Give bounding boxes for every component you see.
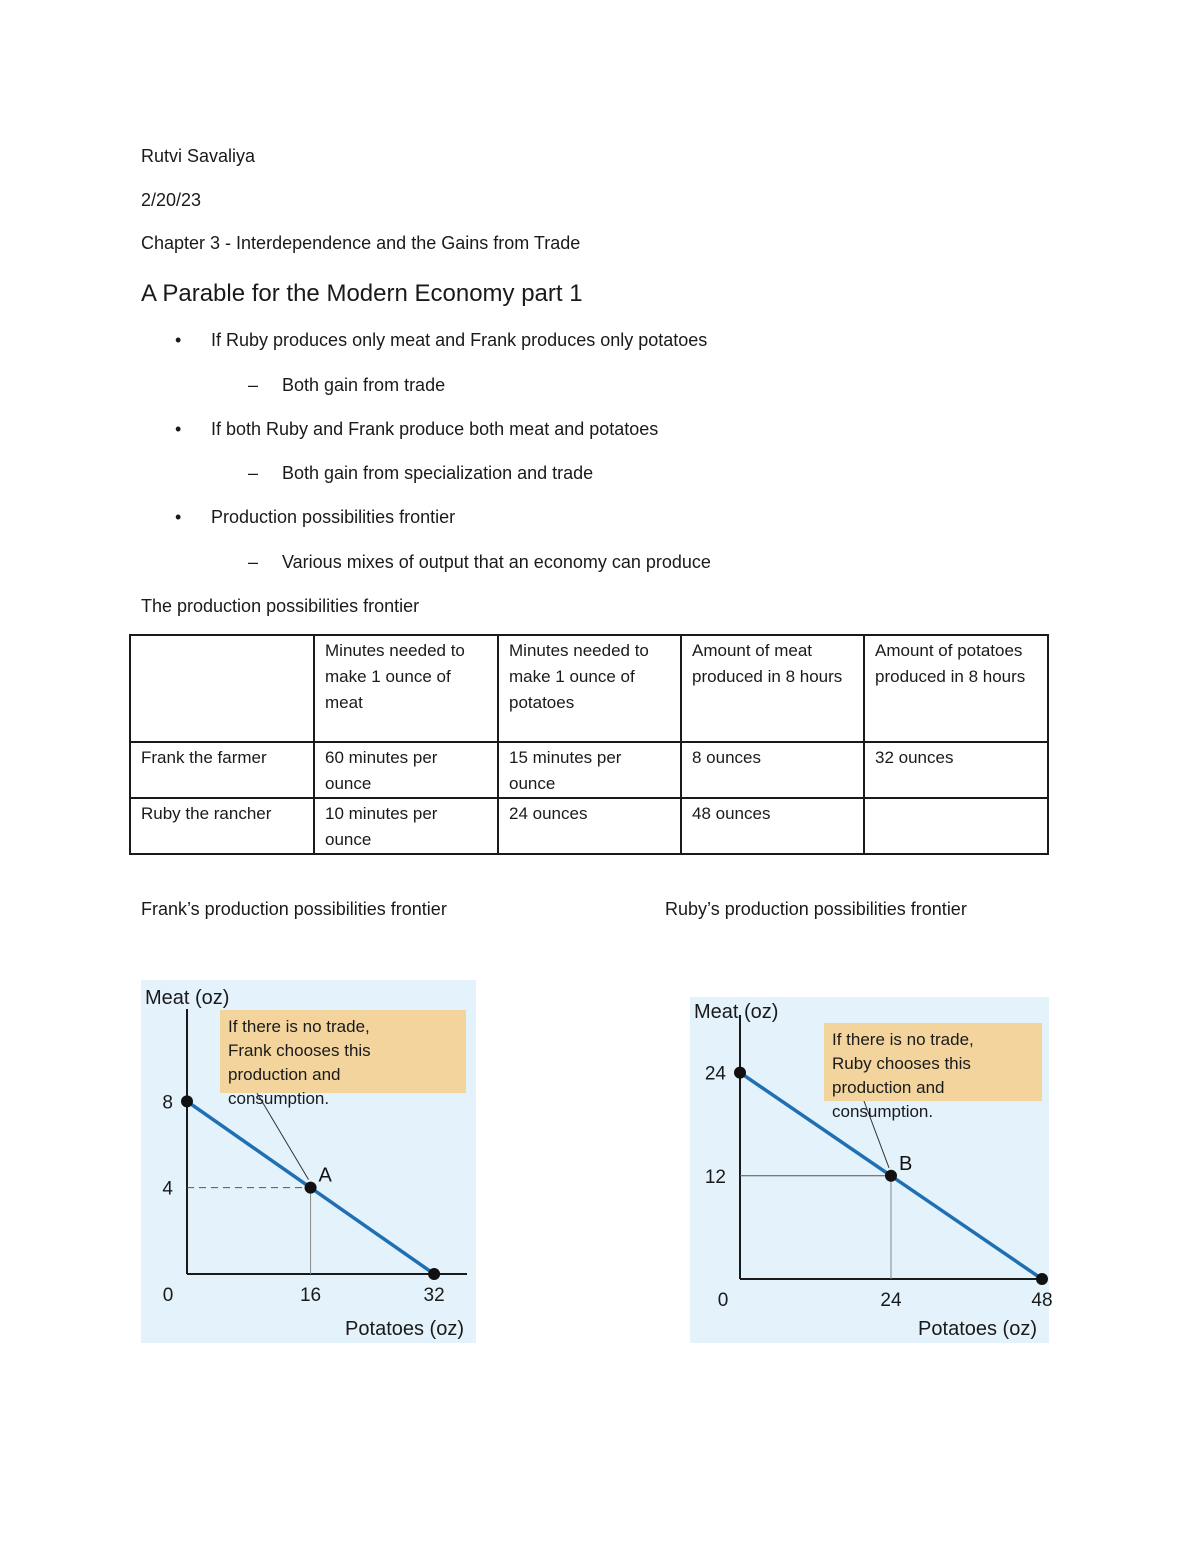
header-cell: Minutes needed to make 1 ounce of meat xyxy=(314,635,498,742)
callout-text: production and xyxy=(228,1065,341,1084)
author-name: Rutvi Savaliya xyxy=(141,146,256,166)
table-cell: 15 minutes per ounce xyxy=(498,742,681,798)
callout-text: If there is no trade, xyxy=(832,1030,974,1049)
ppf-endpoint-marker xyxy=(428,1268,440,1280)
table-cell: 8 ounces xyxy=(681,742,864,798)
callout-text: Ruby chooses this xyxy=(832,1054,971,1073)
ppf-endpoint-marker xyxy=(181,1095,193,1107)
table-cell xyxy=(864,798,1048,854)
x-tick-label: 0 xyxy=(717,1290,729,1311)
table-row xyxy=(130,798,1048,854)
chapter-title: Chapter 3 - Interdependence and the Gains from Trade xyxy=(141,233,581,253)
x-tick-label: 32 xyxy=(423,1285,445,1306)
sub-bullet-mark: – xyxy=(248,463,259,483)
table-cell: 60 minutes per ounce xyxy=(314,742,498,798)
point-label: A xyxy=(318,1164,332,1187)
x-tick-label: 48 xyxy=(1031,1290,1053,1311)
y-tick-label: 4 xyxy=(162,1178,173,1200)
table-cell: Frank the farmer xyxy=(130,742,314,798)
production-table xyxy=(129,634,1049,855)
ppf-endpoint-marker xyxy=(1036,1273,1048,1285)
table-cell: 24 ounces xyxy=(498,798,681,854)
header-cell xyxy=(130,635,314,742)
ppf-endpoint-marker xyxy=(734,1067,746,1079)
table-cell: 10 minutes per ounce xyxy=(314,798,498,854)
header-cell: Amount of meat produced in 8 hours xyxy=(681,635,864,742)
bullet-mark: • xyxy=(175,507,182,527)
sub-bullet-mark: – xyxy=(248,375,259,395)
ruby-ppf-chart xyxy=(690,997,1053,1343)
point-label: B xyxy=(899,1152,913,1175)
y-tick-label: 12 xyxy=(704,1166,726,1188)
bullet-text: Production possibilities frontier xyxy=(211,507,456,527)
y-tick-label: 8 xyxy=(162,1092,173,1114)
point-marker xyxy=(305,1182,317,1194)
table-cell: Ruby the rancher xyxy=(130,798,314,854)
header-cell: Amount of potatoes produced in 8 hours xyxy=(864,635,1048,742)
callout-text: consumption. xyxy=(832,1102,934,1121)
callout-text: production and xyxy=(832,1078,945,1097)
header-cell: Minutes needed to make 1 ounce of potatoes xyxy=(498,635,681,742)
bullet-text: If both Ruby and Frank produce both meat and potatoes xyxy=(211,419,659,439)
point-marker xyxy=(885,1170,897,1182)
y-axis-title: Meat (oz) xyxy=(145,987,230,1009)
bullet-mark: • xyxy=(175,330,182,350)
bullet-text: If Ruby produces only meat and Frank produces only potatoes xyxy=(211,330,708,350)
frank-chart-caption: Frank’s production possibilities frontier xyxy=(141,899,447,919)
x-tick-label: 16 xyxy=(299,1285,322,1306)
table-cell: 32 ounces xyxy=(864,742,1048,798)
callout-text: Frank chooses this xyxy=(228,1041,371,1060)
sub-bullet-mark: – xyxy=(248,552,259,572)
y-tick-label: 24 xyxy=(704,1063,726,1085)
table-caption: The production possibilities frontier xyxy=(141,596,420,616)
x-tick-label: 0 xyxy=(162,1285,174,1306)
sub-bullet-text: Both gain from specialization and trade xyxy=(282,463,594,483)
bullet-mark: • xyxy=(175,419,182,439)
table-row xyxy=(130,742,1048,798)
y-axis-title: Meat (oz) xyxy=(694,1001,779,1023)
x-axis-title: Potatoes (oz) xyxy=(345,1318,464,1340)
x-axis-title: Potatoes (oz) xyxy=(918,1318,1037,1340)
sub-bullet-text: Both gain from trade xyxy=(282,375,446,395)
table-header-row xyxy=(130,635,1048,742)
x-tick-label: 24 xyxy=(880,1290,902,1311)
section-heading: A Parable for the Modern Economy part 1 xyxy=(141,280,583,307)
ruby-chart-caption: Ruby’s production possibilities frontier xyxy=(665,899,967,919)
frank-ppf-chart xyxy=(141,980,476,1343)
callout-text: If there is no trade, xyxy=(228,1017,370,1036)
document-date: 2/20/23 xyxy=(141,190,202,210)
sub-bullet-text: Various mixes of output that an economy can produce xyxy=(282,552,711,572)
callout-text: consumption. xyxy=(228,1089,330,1108)
table-cell: 48 ounces xyxy=(681,798,864,854)
